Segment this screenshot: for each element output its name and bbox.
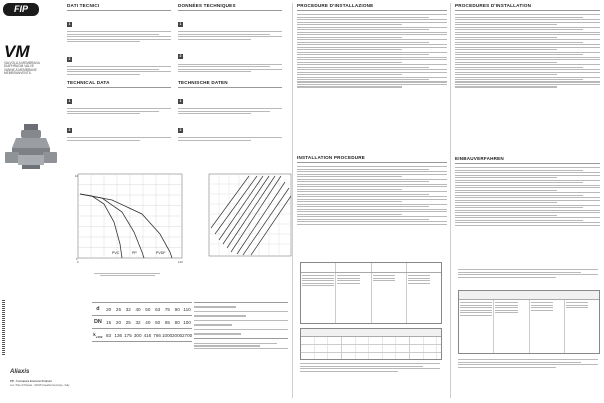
procedure-it-text (297, 13, 447, 89)
heading-technical-data: TECHNICAL DATA (67, 80, 110, 85)
svg-text:0: 0 (76, 257, 78, 261)
pressure-temperature-chart (72, 172, 190, 276)
technical-data-text: 1 2 (67, 89, 171, 142)
tightening-table (300, 262, 442, 324)
donnees-text: 1 2 (178, 12, 282, 74)
product-name-de: MEMBRANVENTIL (4, 71, 32, 76)
heading-technische-daten: TECHNISCHE DATEN (178, 80, 228, 85)
barcode (2, 300, 5, 355)
procedures-fr-text (455, 13, 600, 89)
heading-procedures-installation: PROCEDURES D'INSTALLATION (455, 3, 532, 8)
company-name: FIP - Formatura Iniezione Polimeri (10, 380, 52, 383)
fip-logo: FIP (3, 3, 39, 16)
product-names (4, 62, 40, 76)
torque-table-fr (458, 268, 598, 279)
heading-dati-tecnici: DATI TECNICI (67, 3, 100, 8)
heading-donnees-techniques: DONNÉES TECHNIQUES (178, 3, 236, 8)
torque-table-de (458, 290, 600, 354)
company-address: Loc. Pian di Parata - 16015 Casella (Genova) - Italy (10, 384, 70, 387)
kv-label-d: d (96, 306, 100, 312)
kv-label-kv: $k_{v100}$ (93, 331, 103, 339)
product-name-fr: VANNE A MEMBRANE (4, 67, 37, 72)
valve-photo (4, 120, 58, 176)
svg-text:140: 140 (178, 260, 183, 264)
technische-text: 1 2 (178, 89, 282, 142)
dati-tecnici-text: 1 2 (67, 12, 171, 76)
aliaxis-logo: Aliaxis (10, 369, 30, 375)
svg-text:10: 10 (75, 174, 79, 178)
kv-row-dn: DN 15 20 25 32 40 50 65 80 100 (92, 315, 192, 328)
einbau-de-text (455, 166, 600, 227)
heading-procedure-installazione: PROCEDURE D'INSTALLAZIONE (297, 3, 374, 8)
flow-rate-chart (205, 172, 297, 276)
installation-en-text (297, 165, 447, 226)
legend-pvc: PVC (112, 251, 120, 255)
kv-table (92, 302, 192, 342)
materials-table (194, 302, 288, 350)
svg-text:0: 0 (77, 260, 79, 264)
dimensions-table (300, 328, 442, 360)
heading-einbauverfahren: EINBAUVERFAHREN (455, 156, 504, 161)
legend-pvdf: PVDF (156, 251, 166, 255)
legend-pp: PP (132, 251, 137, 255)
product-name-en: DIAPHRAGM VALVE (4, 64, 34, 69)
kv-label-dn: DN (93, 319, 102, 325)
product-code: VM (4, 42, 30, 61)
kv-row-d: d 20 25 32 40 50 63 75 90 110 (92, 302, 192, 315)
product-name-it: VALVOLA A MEMBRANA (4, 61, 40, 65)
kv-row-kv: $k_{v100}$ 83 136 175 300 416 766 1000 2000 2700 (92, 328, 192, 342)
heading-installation-procedure: INSTALLATION PROCEDURE (297, 155, 366, 160)
